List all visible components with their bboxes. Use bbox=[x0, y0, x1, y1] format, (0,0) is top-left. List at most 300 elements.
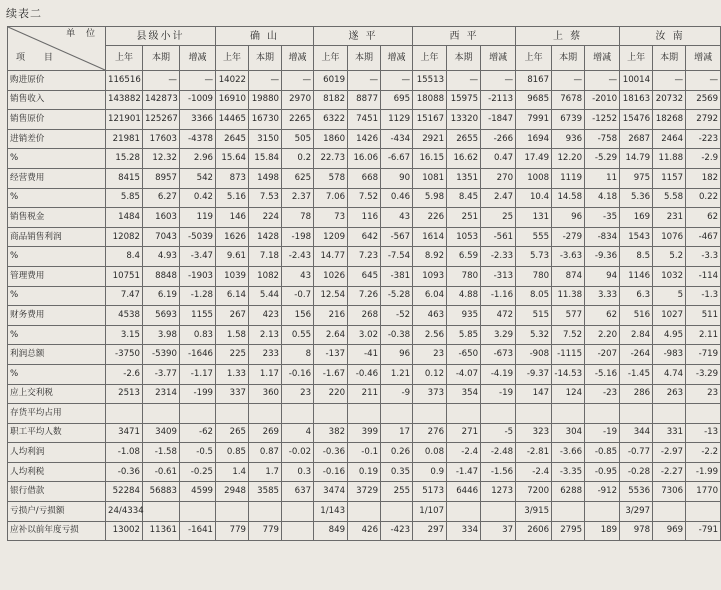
table-cell: 2795 bbox=[552, 521, 585, 541]
table-cell: 625 bbox=[282, 168, 314, 188]
table-cell bbox=[516, 404, 552, 424]
table-cell: -2.27 bbox=[653, 462, 686, 482]
column-subheader: 增减 bbox=[481, 46, 516, 71]
table-cell: 297 bbox=[413, 521, 447, 541]
column-subheader: 上年 bbox=[620, 46, 653, 71]
table-cell: -2113 bbox=[481, 90, 516, 110]
table-cell: 5.44 bbox=[249, 286, 282, 306]
table-cell: 14022 bbox=[216, 71, 249, 91]
table-cell: 2606 bbox=[516, 521, 552, 541]
table-cell: 516 bbox=[620, 306, 653, 326]
table-cell: 8.92 bbox=[413, 247, 447, 267]
table-cell: -650 bbox=[447, 345, 481, 365]
table-cell: 121901 bbox=[106, 110, 143, 130]
table-cell bbox=[413, 404, 447, 424]
table-cell: 11.88 bbox=[653, 149, 686, 169]
table-cell: 2.84 bbox=[620, 325, 653, 345]
table-cell: 3150 bbox=[249, 129, 282, 149]
table-cell: -3.29 bbox=[686, 364, 721, 384]
table-cell: 3.15 bbox=[106, 325, 143, 345]
table-cell bbox=[143, 404, 180, 424]
row-label: % bbox=[8, 149, 106, 169]
table-cell: 5.58 bbox=[653, 188, 686, 208]
table-cell: 5173 bbox=[413, 482, 447, 502]
table-cell: 2265 bbox=[282, 110, 314, 130]
table-cell: 18088 bbox=[413, 90, 447, 110]
table-cell: 1157 bbox=[653, 168, 686, 188]
row-label: 应上交利税 bbox=[8, 384, 106, 404]
table-cell: 6322 bbox=[314, 110, 348, 130]
table-cell: 116516 bbox=[106, 71, 143, 91]
column-subheader: 增减 bbox=[180, 46, 216, 71]
column-subheader: 本期 bbox=[143, 46, 180, 71]
table-cell: 8167 bbox=[516, 71, 552, 91]
table-cell: 1273 bbox=[481, 482, 516, 502]
table-cell: -2.48 bbox=[481, 443, 516, 463]
table-cell bbox=[481, 502, 516, 522]
table-cell: 5 bbox=[653, 286, 686, 306]
table-cell: 13320 bbox=[447, 110, 481, 130]
table-cell bbox=[180, 404, 216, 424]
row-label: 职工平均人数 bbox=[8, 423, 106, 443]
table-cell: 211 bbox=[348, 384, 381, 404]
table-cell: 5.85 bbox=[447, 325, 481, 345]
table-cell: 16.15 bbox=[413, 149, 447, 169]
table-cell: 3474 bbox=[314, 482, 348, 502]
statistics-table bbox=[7, 26, 721, 541]
table-cell: 1.4 bbox=[216, 462, 249, 482]
table-cell: 1/143 bbox=[314, 502, 348, 522]
table-cell: 19880 bbox=[249, 90, 282, 110]
table-cell: 5.98 bbox=[413, 188, 447, 208]
table-cell: 3.29 bbox=[481, 325, 516, 345]
row-label: 财务费用 bbox=[8, 306, 106, 326]
table-cell: 3.98 bbox=[143, 325, 180, 345]
table-cell: 423 bbox=[249, 306, 282, 326]
table-cell: -13 bbox=[686, 423, 721, 443]
table-cell: 20732 bbox=[653, 90, 686, 110]
table-row bbox=[8, 325, 721, 345]
table-row bbox=[8, 306, 721, 326]
table-cell: 269 bbox=[249, 423, 282, 443]
table-cell: 94 bbox=[585, 266, 620, 286]
table-cell: 0.19 bbox=[348, 462, 381, 482]
column-subheader: 上年 bbox=[216, 46, 249, 71]
table-cell: 225 bbox=[216, 345, 249, 365]
table-cell: 0.08 bbox=[413, 443, 447, 463]
table-cell: 577 bbox=[552, 306, 585, 326]
table-cell: 5.36 bbox=[620, 188, 653, 208]
table-cell: 13002 bbox=[106, 521, 143, 541]
table-cell: 22.73 bbox=[314, 149, 348, 169]
table-cell: 8.05 bbox=[516, 286, 552, 306]
table-cell bbox=[282, 521, 314, 541]
table-cell bbox=[686, 502, 721, 522]
table-cell: 637 bbox=[282, 482, 314, 502]
table-cell bbox=[481, 404, 516, 424]
table-cell: 4.18 bbox=[585, 188, 620, 208]
table-cell: — bbox=[585, 71, 620, 91]
row-label: 销售税金 bbox=[8, 208, 106, 228]
table-cell: 935 bbox=[447, 306, 481, 326]
table-cell: -1252 bbox=[585, 110, 620, 130]
table-cell: 645 bbox=[348, 266, 381, 286]
table-cell: 15975 bbox=[447, 90, 481, 110]
table-cell bbox=[585, 502, 620, 522]
table-cell: 10.4 bbox=[516, 188, 552, 208]
table-cell: -4378 bbox=[180, 129, 216, 149]
table-cell: -1.67 bbox=[314, 364, 348, 384]
region-header: 西 平 bbox=[413, 27, 516, 46]
table-cell: 4.74 bbox=[653, 364, 686, 384]
table-cell: -9 bbox=[381, 384, 413, 404]
table-cell: 5693 bbox=[143, 306, 180, 326]
region-header: 上 蔡 bbox=[516, 27, 620, 46]
column-subheader: 本期 bbox=[653, 46, 686, 71]
table-cell: 515 bbox=[516, 306, 552, 326]
table-cell: 1008 bbox=[516, 168, 552, 188]
table-cell: 472 bbox=[481, 306, 516, 326]
table-cell: 1351 bbox=[447, 168, 481, 188]
table-cell: 1093 bbox=[413, 266, 447, 286]
table-cell: 1082 bbox=[249, 266, 282, 286]
table-cell: 8848 bbox=[143, 266, 180, 286]
table-cell: 182 bbox=[686, 168, 721, 188]
table-cell: -1.28 bbox=[180, 286, 216, 306]
table-cell: -5.28 bbox=[381, 286, 413, 306]
table-cell: -199 bbox=[180, 384, 216, 404]
table-cell: -0.38 bbox=[381, 325, 413, 345]
table-cell: -35 bbox=[585, 208, 620, 228]
table-row bbox=[8, 90, 721, 110]
table-cell: 1146 bbox=[620, 266, 653, 286]
table-cell: -1.16 bbox=[481, 286, 516, 306]
table-cell: 7.18 bbox=[249, 247, 282, 267]
table-cell: 270 bbox=[481, 168, 516, 188]
table-cell: 2645 bbox=[216, 129, 249, 149]
table-cell: -5.16 bbox=[585, 364, 620, 384]
table-cell: -2.97 bbox=[653, 443, 686, 463]
table-cell: — bbox=[686, 71, 721, 91]
column-subheader: 本期 bbox=[249, 46, 282, 71]
table-cell: -0.36 bbox=[314, 443, 348, 463]
column-subheader: 增减 bbox=[282, 46, 314, 71]
table-row bbox=[8, 404, 721, 424]
table-cell: 96 bbox=[552, 208, 585, 228]
table-cell: 267 bbox=[216, 306, 249, 326]
table-cell: 463 bbox=[413, 306, 447, 326]
table-cell: -2.6 bbox=[106, 364, 143, 384]
table-cell: 37 bbox=[481, 521, 516, 541]
table-cell bbox=[381, 502, 413, 522]
table-cell: -3.47 bbox=[180, 247, 216, 267]
table-cell: 119 bbox=[180, 208, 216, 228]
table-cell: 6739 bbox=[552, 110, 585, 130]
table-cell: -264 bbox=[620, 345, 653, 365]
table-cell: 2513 bbox=[106, 384, 143, 404]
table-cell: -0.02 bbox=[282, 443, 314, 463]
table-cell bbox=[249, 404, 282, 424]
table-cell: -198 bbox=[282, 227, 314, 247]
table-cell: -791 bbox=[686, 521, 721, 541]
table-cell bbox=[314, 404, 348, 424]
table-cell: -0.16 bbox=[282, 364, 314, 384]
table-cell: 2.37 bbox=[282, 188, 314, 208]
table-cell: -207 bbox=[585, 345, 620, 365]
table-cell: 505 bbox=[282, 129, 314, 149]
table-cell: 156 bbox=[282, 306, 314, 326]
table-cell: 12.20 bbox=[552, 149, 585, 169]
table-cell: 3/915 bbox=[516, 502, 552, 522]
table-cell: 334 bbox=[447, 521, 481, 541]
table-cell: -223 bbox=[686, 129, 721, 149]
table-cell: 23 bbox=[413, 345, 447, 365]
table-cell: 17.49 bbox=[516, 149, 552, 169]
table-cell: 7.06 bbox=[314, 188, 348, 208]
table-cell: 17 bbox=[381, 423, 413, 443]
table-cell: 6.59 bbox=[447, 247, 481, 267]
table-cell: 8.45 bbox=[447, 188, 481, 208]
table-cell: -9.37 bbox=[516, 364, 552, 384]
table-cell: 1081 bbox=[413, 168, 447, 188]
table-cell: 0.35 bbox=[381, 462, 413, 482]
column-subheader: 上年 bbox=[106, 46, 143, 71]
region-header: 汝 南 bbox=[620, 27, 721, 46]
table-cell: -0.61 bbox=[143, 462, 180, 482]
table-cell: 7.52 bbox=[348, 188, 381, 208]
table-cell: 62 bbox=[686, 208, 721, 228]
table-cell: 24/4334 bbox=[106, 502, 143, 522]
table-cell: -983 bbox=[653, 345, 686, 365]
table-cell: 7.53 bbox=[249, 188, 282, 208]
table-cell: 780 bbox=[516, 266, 552, 286]
table-cell: 0.2 bbox=[282, 149, 314, 169]
table-cell: 2.20 bbox=[585, 325, 620, 345]
table-cell: 555 bbox=[516, 227, 552, 247]
table-cell: -2010 bbox=[585, 90, 620, 110]
table-cell: -1847 bbox=[481, 110, 516, 130]
table-cell: — bbox=[481, 71, 516, 91]
table-cell: 6.19 bbox=[143, 286, 180, 306]
table-cell: 8.4 bbox=[106, 247, 143, 267]
table-cell bbox=[282, 502, 314, 522]
table-cell: 276 bbox=[413, 423, 447, 443]
column-subheader: 增减 bbox=[686, 46, 721, 71]
table-cell: 18163 bbox=[620, 90, 653, 110]
table-cell: 15476 bbox=[620, 110, 653, 130]
table-cell: 3409 bbox=[143, 423, 180, 443]
table-cell: 542 bbox=[180, 168, 216, 188]
table-cell: 2.11 bbox=[686, 325, 721, 345]
table-cell: 382 bbox=[314, 423, 348, 443]
table-cell: -41 bbox=[348, 345, 381, 365]
table-cell: 5.85 bbox=[106, 188, 143, 208]
table-cell: 15.84 bbox=[249, 149, 282, 169]
table-cell: 43 bbox=[282, 266, 314, 286]
table-cell: 1076 bbox=[653, 227, 686, 247]
table-cell: 0.22 bbox=[686, 188, 721, 208]
row-label: % bbox=[8, 188, 106, 208]
column-subheader: 增减 bbox=[381, 46, 413, 71]
table-cell: 43 bbox=[381, 208, 413, 228]
table-cell: 3729 bbox=[348, 482, 381, 502]
table-cell: 1.21 bbox=[381, 364, 413, 384]
table-cell: -3.63 bbox=[552, 247, 585, 267]
table-cell: 5.73 bbox=[516, 247, 552, 267]
table-cell: 578 bbox=[314, 168, 348, 188]
table-cell: 1426 bbox=[348, 129, 381, 149]
table-cell: 78 bbox=[282, 208, 314, 228]
table-cell bbox=[180, 502, 216, 522]
table-cell: — bbox=[180, 71, 216, 91]
table-caption: 续表二 bbox=[6, 7, 42, 20]
table-row bbox=[8, 71, 721, 91]
table-cell: 2687 bbox=[620, 129, 653, 149]
table-cell: 2.96 bbox=[180, 149, 216, 169]
table-cell: -2.2 bbox=[686, 443, 721, 463]
column-subheader: 本期 bbox=[447, 46, 481, 71]
column-subheader: 上年 bbox=[314, 46, 348, 71]
table-cell: 5.16 bbox=[216, 188, 249, 208]
table-cell: 668 bbox=[348, 168, 381, 188]
table-cell: 1119 bbox=[552, 168, 585, 188]
table-cell: 9.61 bbox=[216, 247, 249, 267]
table-cell: 2.56 bbox=[413, 325, 447, 345]
table-body bbox=[8, 71, 721, 541]
table-cell: 56883 bbox=[143, 482, 180, 502]
table-cell bbox=[653, 502, 686, 522]
table-cell: 6019 bbox=[314, 71, 348, 91]
row-label: 人均利税 bbox=[8, 462, 106, 482]
row-label: 购进原价 bbox=[8, 71, 106, 91]
table-cell: -0.85 bbox=[585, 443, 620, 463]
table-cell: 12.54 bbox=[314, 286, 348, 306]
row-label: % bbox=[8, 325, 106, 345]
table-cell: 21981 bbox=[106, 129, 143, 149]
table-cell: -114 bbox=[686, 266, 721, 286]
table-cell: 7.47 bbox=[106, 286, 143, 306]
table-cell: 16730 bbox=[249, 110, 282, 130]
corner-header-cell bbox=[8, 27, 106, 71]
table-cell: 2464 bbox=[653, 129, 686, 149]
table-cell: 0.46 bbox=[381, 188, 413, 208]
table-row bbox=[8, 345, 721, 365]
region-header: 确 山 bbox=[216, 27, 314, 46]
table-cell: 0.85 bbox=[216, 443, 249, 463]
table-cell: 1770 bbox=[686, 482, 721, 502]
table-cell: — bbox=[381, 71, 413, 91]
table-cell: 96 bbox=[381, 345, 413, 365]
table-cell: 14.58 bbox=[552, 188, 585, 208]
table-cell: 90 bbox=[381, 168, 413, 188]
table-cell: — bbox=[447, 71, 481, 91]
table-cell: -567 bbox=[381, 227, 413, 247]
table-cell: -5.29 bbox=[585, 149, 620, 169]
table-cell: 73 bbox=[314, 208, 348, 228]
table-cell: 142873 bbox=[143, 90, 180, 110]
region-header: 县级小计 bbox=[106, 27, 216, 46]
table-cell: 6.27 bbox=[143, 188, 180, 208]
table-cell: -0.16 bbox=[314, 462, 348, 482]
table-cell: -1.99 bbox=[686, 462, 721, 482]
table-cell: -1641 bbox=[180, 521, 216, 541]
row-label: 人均利润 bbox=[8, 443, 106, 463]
table-cell: 1.33 bbox=[216, 364, 249, 384]
table-cell: 25 bbox=[481, 208, 516, 228]
table-cell: 1129 bbox=[381, 110, 413, 130]
column-subheader-row bbox=[8, 46, 721, 71]
table-cell: 2655 bbox=[447, 129, 481, 149]
table-cell: 4.95 bbox=[653, 325, 686, 345]
table-cell: 511 bbox=[686, 306, 721, 326]
table-cell: 265 bbox=[216, 423, 249, 443]
table-cell: 1026 bbox=[314, 266, 348, 286]
table-cell: 271 bbox=[447, 423, 481, 443]
table-cell: -1.3 bbox=[686, 286, 721, 306]
table-cell: 6288 bbox=[552, 482, 585, 502]
table-cell: -834 bbox=[585, 227, 620, 247]
table-cell: 1032 bbox=[653, 266, 686, 286]
table-cell: 15167 bbox=[413, 110, 447, 130]
table-cell: — bbox=[249, 71, 282, 91]
table-cell: 874 bbox=[552, 266, 585, 286]
table-cell: -137 bbox=[314, 345, 348, 365]
table-cell: 7451 bbox=[348, 110, 381, 130]
table-cell: 7.23 bbox=[348, 247, 381, 267]
table-cell: 233 bbox=[249, 345, 282, 365]
table-cell: 0.3 bbox=[282, 462, 314, 482]
table-cell: 169 bbox=[620, 208, 653, 228]
table-cell: 124 bbox=[552, 384, 585, 404]
table-cell: -2.4 bbox=[516, 462, 552, 482]
table-cell: 6.04 bbox=[413, 286, 447, 306]
table-row bbox=[8, 286, 721, 306]
table-cell: 1860 bbox=[314, 129, 348, 149]
table-cell: -3.66 bbox=[552, 443, 585, 463]
table-cell: 8.5 bbox=[620, 247, 653, 267]
table-cell: — bbox=[653, 71, 686, 91]
table-cell: -23 bbox=[585, 384, 620, 404]
table-cell: — bbox=[348, 71, 381, 91]
table-row bbox=[8, 208, 721, 228]
table-cell: 0.87 bbox=[249, 443, 282, 463]
table-cell: 226 bbox=[413, 208, 447, 228]
table-cell: 1484 bbox=[106, 208, 143, 228]
table-cell: -0.36 bbox=[106, 462, 143, 482]
table-cell: -14.53 bbox=[552, 364, 585, 384]
table-cell: -62 bbox=[180, 423, 216, 443]
table-cell: 936 bbox=[552, 129, 585, 149]
table-cell: 14.79 bbox=[620, 149, 653, 169]
table-cell: -52 bbox=[381, 306, 413, 326]
table-cell: 373 bbox=[413, 384, 447, 404]
table-cell: 4 bbox=[282, 423, 314, 443]
table-cell: 16910 bbox=[216, 90, 249, 110]
region-header-row bbox=[8, 27, 721, 46]
corner-unit-label: 单 位 bbox=[66, 29, 99, 39]
table-cell: -4.07 bbox=[447, 364, 481, 384]
table-cell: 1.17 bbox=[249, 364, 282, 384]
table-cell: — bbox=[143, 71, 180, 91]
table-cell bbox=[348, 404, 381, 424]
table-cell: -313 bbox=[481, 266, 516, 286]
column-subheader: 增减 bbox=[585, 46, 620, 71]
table-row bbox=[8, 266, 721, 286]
table-cell: 8415 bbox=[106, 168, 143, 188]
table-cell: 1614 bbox=[413, 227, 447, 247]
table-cell bbox=[249, 502, 282, 522]
table-row bbox=[8, 227, 721, 247]
